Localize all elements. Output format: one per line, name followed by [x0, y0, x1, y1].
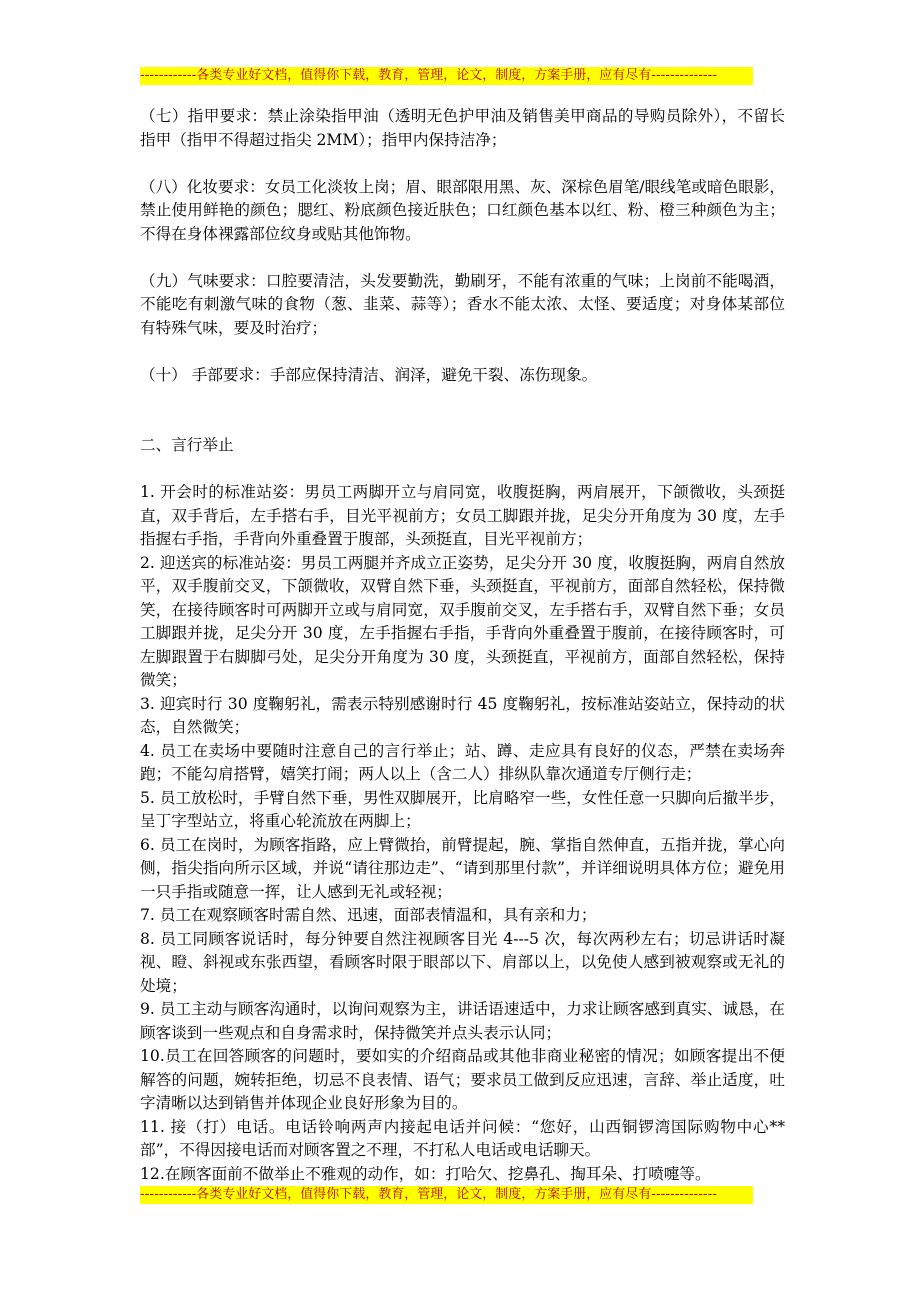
list-item: 3. 迎宾时行 30 度鞠躬礼，需表示特别感谢时行 45 度鞠躬礼，按标准站姿站立，保持动的状态，自然微笑； — [140, 694, 785, 736]
list-item: 9. 员工主动与顾客沟通时，以询问观察为主，讲话语速适中，力求让顾客感到真实、诚恳，在顾客谈到一些观点和自身需求时，保持微笑并点头表示认同； — [140, 1000, 785, 1042]
list-item: 6. 员工在岗时，为顾客指路，应上臂微抬，前臂提起，腕、掌指自然伸直，五指并拢，掌心向侧，指尖指向所示区域，并说“请往那边走”、“请到那里付款”，并详细说明具体方位；避免用一只手指或随意一挥，让人感到无礼或轻视； — [140, 835, 785, 901]
section-heading: 二、言行举止 — [140, 436, 234, 454]
list-item: 12.在顾客面前不做举止不雅观的动作，如：打哈欠、挖鼻孔、掏耳朵、打喷嚏等。 — [140, 1164, 711, 1183]
list-item: 11. 接（打）电话。电话铃响两声内接起电话并问候：“您好，山西铜锣湾国际购物中心**部”，不得因接电话而对顾客置之不理，不打私人电话或电话聊天。 — [140, 1117, 785, 1159]
list-item: 7. 员工在观察顾客时需自然、迅速，面部表情温和，具有亲和力； — [140, 906, 597, 924]
list-item: 2. 迎送宾的标准站姿：男员工两腿并齐成立正姿势，足尖分开 30 度，收腹挺胸，两肩自然放平，双手腹前交叉，下颌微收，双臂自然下垂，头颈挺直，平视前方，面部自然轻松，保持微笑，在接待顾客时可两脚开立或与肩同宽，双手腹前交叉，左手搭右手，双臂自然下垂；女员工脚跟并拢，足尖分开 30 度，左手指握右手指，手背向外重叠置于腹前，在接待顾客时，可左脚跟置于右脚脚弓处，足尖分开角度为 30 度，头颈挺直，平视前方，面部自然轻松，保持微笑； — [140, 553, 785, 689]
footer-banner: ------------各类专业好文档，值得你下载，教育，管理，论文，制度，方案手册，应有尽有-------------- — [140, 1186, 753, 1204]
list-item: 5. 员工放松时，手臂自然下垂，男性双脚展开，比肩略窄一些，女性任意一只脚向后撤半步，呈丁字型站立，将重心轮流放在两脚上； — [140, 788, 785, 830]
list-item: 10.员工在回答顾客的问题时，要如实的介绍商品或其他非商业秘密的情况；如顾客提出不便解答的问题，婉转拒绝，切忌不良表情、语气；要求员工做到反应迅速，言辞、举止适度，吐字清晰以达到销售并体现企业良好形象为目的。 — [140, 1047, 785, 1112]
paragraph-makeup: （八）化妆要求：女员工化淡妆上岗；眉、眼部限用黑、灰、深棕色眉笔/眼线笔或暗色眼影，禁止使用鲜艳的颜色；腮红、粉底颜色接近肤色；口红颜色基本以红、粉、橙三种颜色为主；不得在身体裸露部位纹身或贴其他饰物。 — [140, 177, 785, 243]
list-item: 4. 员工在卖场中要随时注意自己的言行举止；站、蹲、走应具有良好的仪态，严禁在卖场奔跑；不能勾肩搭臂，嬉笑打闹；两人以上（含二人）排纵队靠次通道专厅侧行走； — [140, 741, 785, 783]
list-item: 8. 员工同顾客说话时，每分钟要自然注视顾客目光 4---5 次，每次两秒左右；切忌讲话时凝视、瞪、斜视或东张西望，看顾客时限于眼部以下、肩部以上，以免使人感到被观察或无礼的处境； — [140, 929, 785, 995]
document-body — [140, 105, 785, 1186]
paragraph-odor: （九）气味要求：口腔要清洁，头发要勤洗，勤刷牙，不能有浓重的气味；上岗前不能喝酒，不能吃有刺激气味的食物（葱、韭菜、蒜等）；香水不能太浓、太怪、要适度；对身体某部位有特殊气味，要及时治疗； — [140, 271, 785, 337]
paragraph-nails: （七）指甲要求：禁止涂染指甲油（透明无色护甲油及销售美甲商品的导购员除外），不留长指甲（指甲不得超过指尖 2MM）；指甲内保持洁净； — [140, 107, 785, 149]
paragraph-hands: （十） 手部要求：手部应保持清洁、润泽，避免干裂、冻伤现象。 — [140, 365, 598, 384]
list-item: 1. 开会时的标准站姿：男员工两脚开立与肩同宽，收腹挺胸，两肩展开，下颌微收，头颈挺直，双手背后，左手搭右手，目光平视前方；女员工脚跟并拢，足尖分开角度为 30 度，左手指握右手指，手背向外重叠置于腹部，头颈挺直，目光平视前方； — [140, 483, 785, 548]
header-banner: ------------各类专业好文档，值得你下载，教育，管理，论文，制度，方案手册，应有尽有-------------- — [140, 67, 753, 85]
